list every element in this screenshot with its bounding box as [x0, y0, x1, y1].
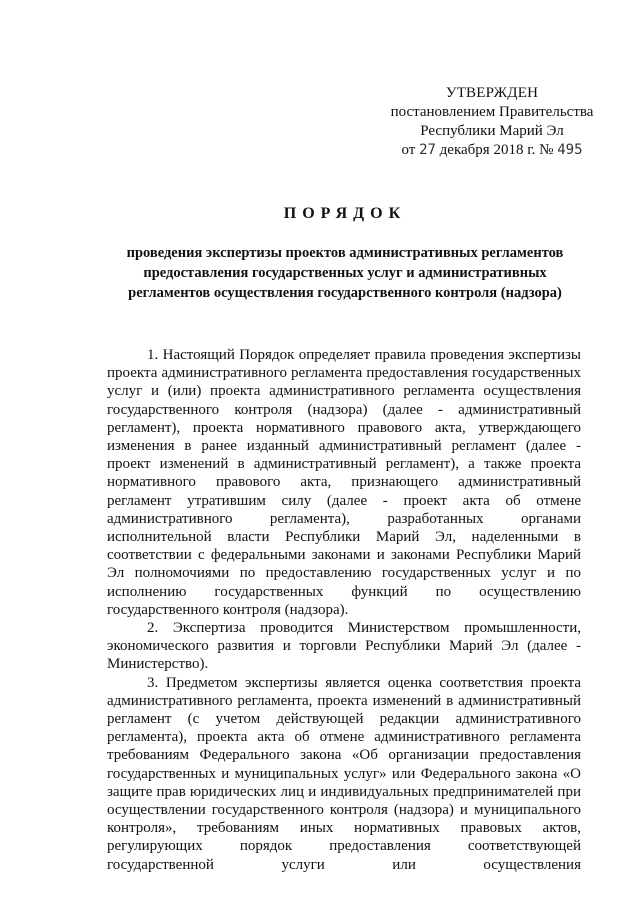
subtitle-line-1: проведения экспертизы проектов административных регламентов: [126, 245, 564, 261]
document-number: 495: [557, 142, 583, 158]
paragraph-2: 2. Экспертиза проводится Министерством промышленности, экономического развития и торговли Республики Марий Эл (далее - Министерство).: [107, 620, 581, 673]
approval-date-line: [382, 141, 602, 160]
date-day: 27: [419, 142, 436, 158]
document-subtitle: [105, 243, 585, 303]
paragraph-3: 3. Предметом экспертизы является оценка соответствия проекта административного регламента, проекта изменений в административный регламент (с учетом действующей редакции административного регламента), проекта акта об отмене административного регламента требованиям Федерального закона «Об организации предоставления государственных и муниципальных услуг» или Федерального закона «О защите прав юридических лиц и индивидуальных предпринимателей при осуществлении государственного контроля (надзора) и муниципального контроля», требованиям иных нормативных правовых актов, регулирующих порядок предоставления соответствующей государственной услуги или осуществления: [107, 674, 581, 873]
subtitle-line-3: регламентов осуществления государственного контроля (надзора): [128, 285, 562, 301]
subtitle-line-2: предоставления государственных услуг и административных: [143, 265, 547, 281]
date-prefix: от: [401, 142, 416, 158]
document-title: ПОРЯДОК: [283, 205, 407, 222]
approval-line-2: Республики Марий Эл: [420, 123, 564, 139]
approval-stamp: УТВЕРЖДЕН: [445, 85, 539, 101]
paragraph-1: 1. Настоящий Порядок определяет правила проведения экспертизы проекта административного регламента предоставления государственных услуг и (или) проекта административного регламента осуществления государственного контроля (надзора) (далее - административный регламент), проекта нормативного правового акта, утверждающего изменения в ранее изданный административный регламент (далее - проект изменений в административный регламент), а также проекта нормативного правового акта, признающего административный регламент утратившим силу (далее - проект акта об отмене административного регламента), разработанных органами исполнительной власти Республики Марий Эл, наделенными в соответствии с федеральными законами и законами Республики Марий Эл полномочиями по предоставлению государственных услуг и по исполнению государственных функций по осуществлению государственного контроля (надзора).: [107, 347, 581, 618]
approval-line-1: постановлением Правительства: [390, 104, 594, 120]
document-body: [107, 346, 581, 874]
approval-block: [382, 84, 602, 160]
date-rest: декабря 2018 г. №: [439, 142, 554, 158]
